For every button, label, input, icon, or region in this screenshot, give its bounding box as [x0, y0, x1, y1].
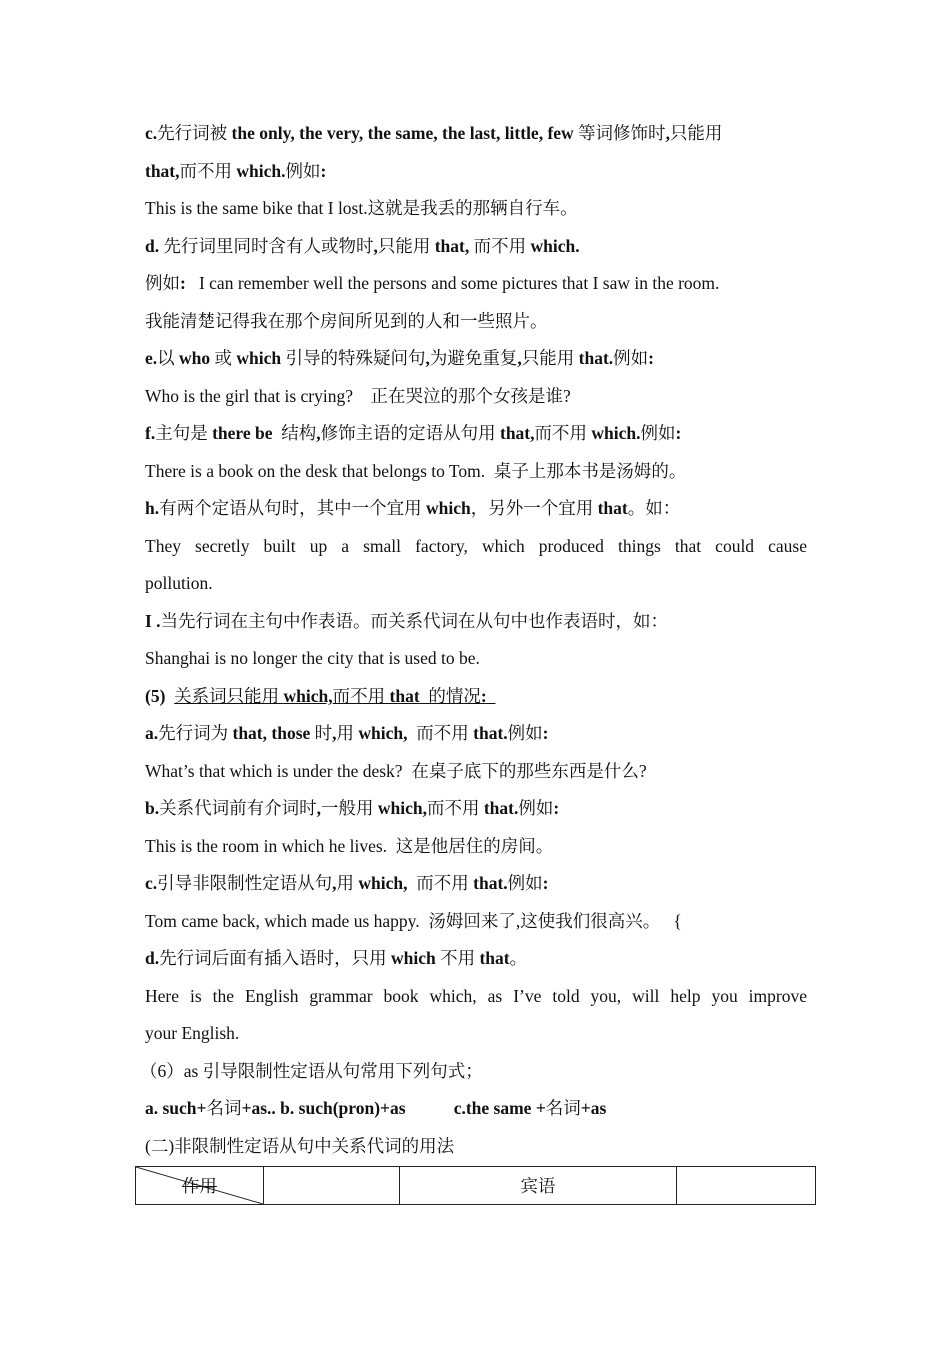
rule-e: e.以 who 或 which 引导的特殊疑问句,为避免重复,只能用 that.例如: [145, 348, 654, 368]
section-5-heading: (5) 关系词只能用 which,而不用 that 的情况: [145, 686, 487, 706]
table-corner-cell [136, 1167, 264, 1205]
section-6-patterns: a. such+名词+as.. b. such(pron)+as c.the same +名词+as [145, 1098, 607, 1118]
example-i: Shanghai is no longer the city that is used to be. [145, 648, 480, 668]
example-c: This is the same bike that I lost.这就是我丢的那辆自行车。 [145, 198, 578, 218]
example-d-translation: 我能清楚记得我在那个房间所见到的人和一些照片。 [145, 311, 548, 331]
section-6-heading: （6）as 引导限制性定语从句常用下列句式； [140, 1061, 483, 1081]
example-b: This is the room in which he lives. 这是他居住的房间。 [145, 836, 554, 856]
relative-pronoun-table [135, 1166, 816, 1205]
rule-f: f.主句是 there be 结构,修饰主语的定语从句用 that,而不用 which.例如: [145, 423, 682, 443]
section-2-heading: (二)非限制性定语从句中关系代词的用法 [145, 1136, 455, 1156]
rule-c-line1: c.先行词被 the only, the very, the same, the last, little, few 等词修饰时,只能用 [145, 123, 723, 143]
rule-d2: d.先行词后面有插入语时，只用 which 不用 that。 [145, 948, 528, 968]
example-d2-line2: your English. [145, 1023, 240, 1043]
rule-a: a.先行词为 that, those 时,用 which, 而不用 that.例如: [145, 723, 549, 743]
table-cell [263, 1167, 399, 1205]
example-d2-line1: Here is the English grammar book which, as I’ve told you, will help you improve [145, 986, 807, 1006]
example-c2: Tom came back, which made us happy. 汤姆回来了,这使我们很高兴。 { [145, 911, 682, 931]
table-cell [677, 1167, 816, 1205]
example-a: What’s that which is under the desk? 在桌子底下的那些东西是什么? [145, 761, 647, 781]
rule-d: d. 先行词里同时含有人或物时,只能用 that, 而不用 which. [145, 236, 580, 256]
example-e: Who is the girl that is crying? 正在哭泣的那个女孩是谁? [145, 386, 571, 406]
rule-i: I .当先行词在主句中作表语。而关系代词在从句中也作表语时，如： [145, 611, 669, 631]
table-row [136, 1167, 816, 1205]
example-d: 例如: I can remember well the persons and some pictures that I saw in the room. [145, 273, 720, 293]
rule-c2: c.引导非限制性定语从句,用 which, 而不用 that.例如: [145, 873, 549, 893]
table-header-object: 宾语 [399, 1167, 677, 1205]
example-h-line2: pollution. [145, 573, 213, 593]
rule-b: b.关系代词前有介词时,一般用 which,而不用 that.例如: [145, 798, 560, 818]
rule-h: h.有两个定语从句时，其中一个宜用 which，另外一个宜用 that。如： [145, 498, 681, 518]
table-header-role: 作用 [181, 1176, 217, 1196]
example-h-line1: They secretly built up a small factory, which produced things that could cause [145, 536, 807, 556]
rule-c-line2: that,而不用 which.例如: [145, 161, 327, 181]
example-f: There is a book on the desk that belongs to Tom. 桌子上那本书是汤姆的。 [145, 461, 687, 481]
